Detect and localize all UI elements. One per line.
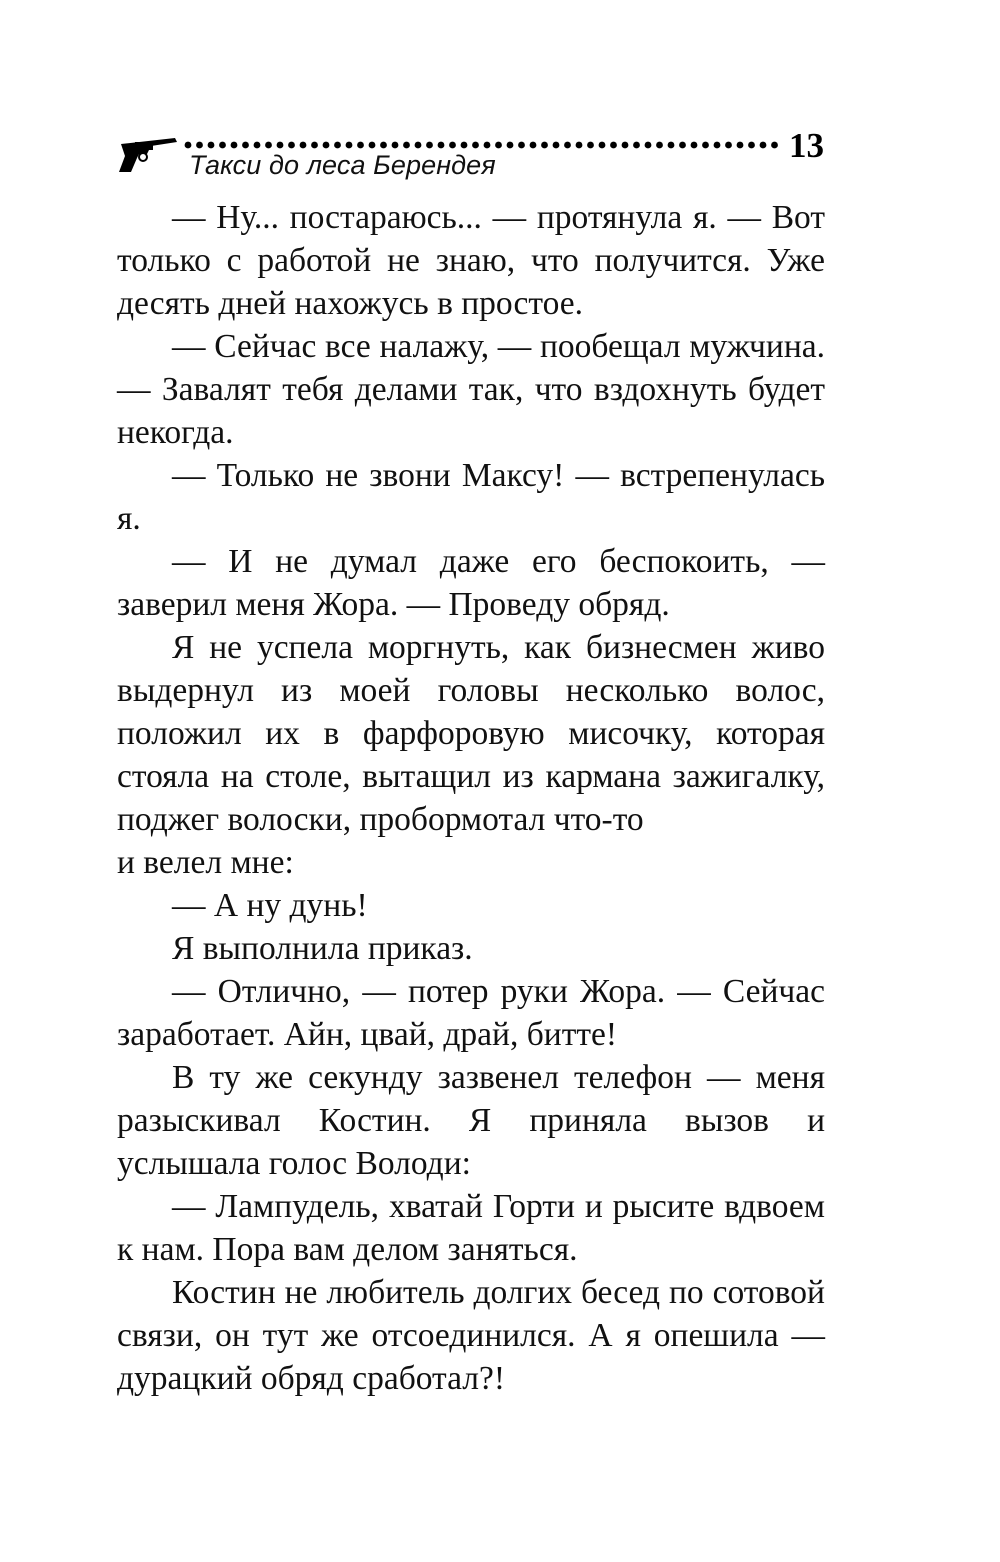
paragraph: — Ну... постараюсь... — протянула я. — Вот только с работой не знаю, что получится. Уже десять дней нахожусь в простое. <box>117 199 825 322</box>
paragraph: — И не думал даже его беспокоить, — заверил меня Жора. — Проведу обряд. <box>117 543 825 623</box>
body-text <box>117 196 825 1400</box>
paragraph: Я выполнила приказ. <box>172 930 473 967</box>
paragraph: В ту же секунду зазвенел телефон — меня разыскивал Костин. Я приняла вызов и услышала голос Володи: <box>117 1059 825 1182</box>
paragraph: — Только не звони Максу! — встрепенулась я. <box>117 457 825 537</box>
paragraph: Я не успела моргнуть, как бизнесмен живо выдернул из моей головы несколько волос, положил их в фарфоровую мисочку, которая стояла на столе, вытащил из кармана зажигалку, поджег волоски, пробормотал что-то <box>117 629 825 838</box>
paragraph: Костин не любитель долгих бесед по сотовой связи, он тут же отсоединился. А я опешила — дурацкий обряд сработал?! <box>117 1274 825 1397</box>
running-title: Такси до леса Берендея <box>189 150 496 180</box>
paragraph: — А ну дунь! <box>172 887 368 924</box>
paragraph: и велел мне: <box>117 844 294 881</box>
running-header <box>117 120 825 190</box>
revolver-icon <box>117 132 181 174</box>
paragraph: — Лампудель, хватай Горти и рысите вдвоем к нам. Пора вам делом заняться. <box>117 1188 825 1268</box>
paragraph: — Сейчас все налажу, — пообещал мужчина. — Завалят тебя делами так, что вздохнуть будет некогда. <box>117 328 825 451</box>
paragraph: — Отлично, — потер руки Жора. — Сейчас заработает. Айн, цвай, драй, битте! <box>117 973 825 1053</box>
page-number: 13 <box>789 126 824 165</box>
